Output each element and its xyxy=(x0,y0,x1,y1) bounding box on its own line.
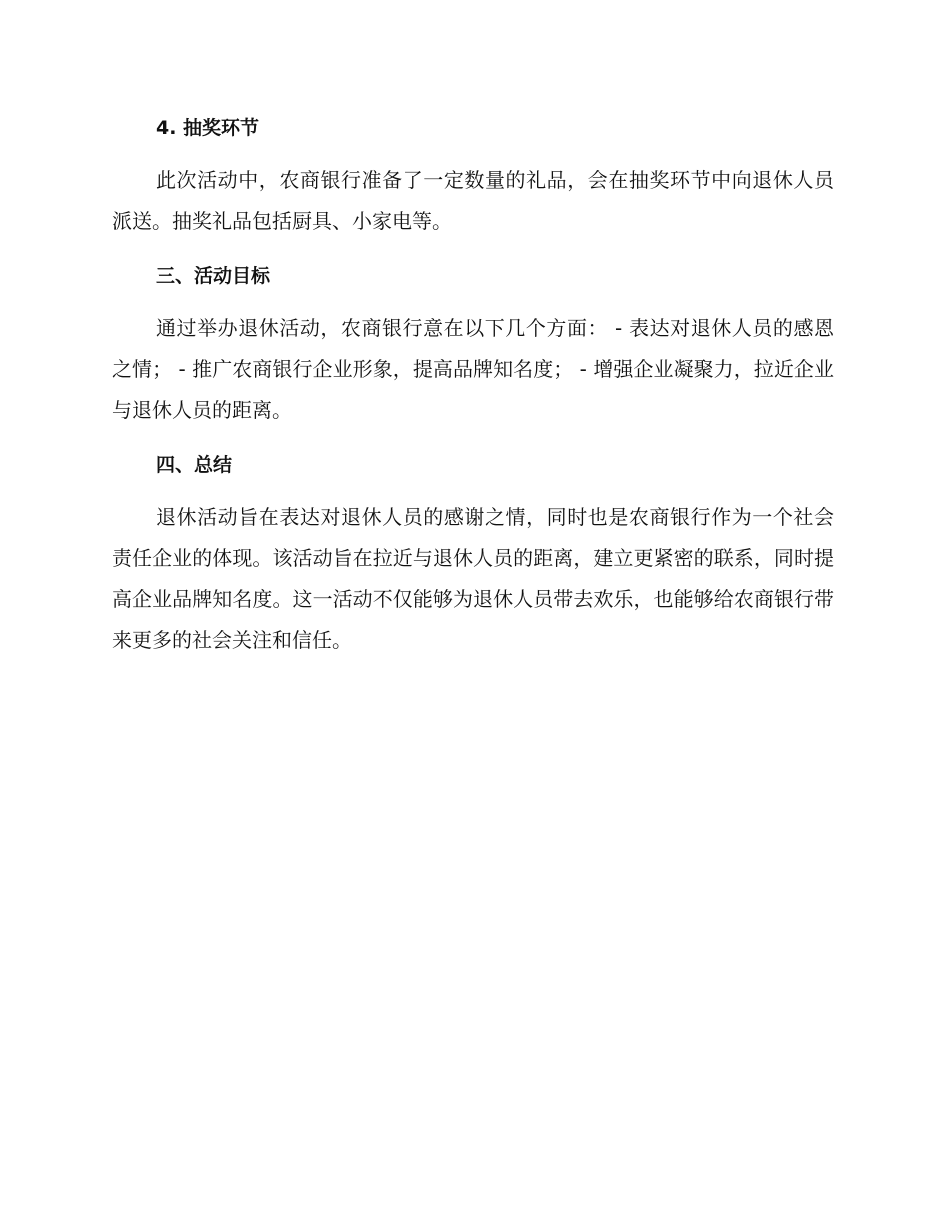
spacer xyxy=(112,483,834,497)
section-heading-summary: 四、总结 xyxy=(156,454,233,476)
section-heading-lottery: 4. 抽奖环节 xyxy=(156,117,260,139)
spacer xyxy=(112,146,834,160)
section-heading-goals: 三、活动目标 xyxy=(156,265,271,287)
spacer xyxy=(112,242,834,258)
spacer xyxy=(112,431,834,447)
section-paragraph-lottery: 此次活动中，农商银行准备了一定数量的礼品，会在抽奖环节中向退休人员派送。抽奖礼品包括厨具、小家电等。 xyxy=(112,168,834,233)
section-paragraph-summary: 退休活动旨在表达对退休人员的感谢之情，同时也是农商银行作为一个社会责任企业的体现。该活动旨在拉近与退休人员的距离，建立更紧密的联系，同时提高企业品牌知名度。这一活动不仅能够为退休人员带去欢乐，也能够给农商银行带来更多的社会关注和信任。 xyxy=(112,505,834,652)
spacer xyxy=(112,294,834,308)
section-paragraph-goals: 通过举办退休活动，农商银行意在以下几个方面： - 表达对退休人员的感恩之情； - 推广农商银行企业形象，提高品牌知名度； - 增强企业凝聚力，拉近企业与退休人员的距离。 xyxy=(112,316,834,422)
document-body xyxy=(112,110,834,661)
